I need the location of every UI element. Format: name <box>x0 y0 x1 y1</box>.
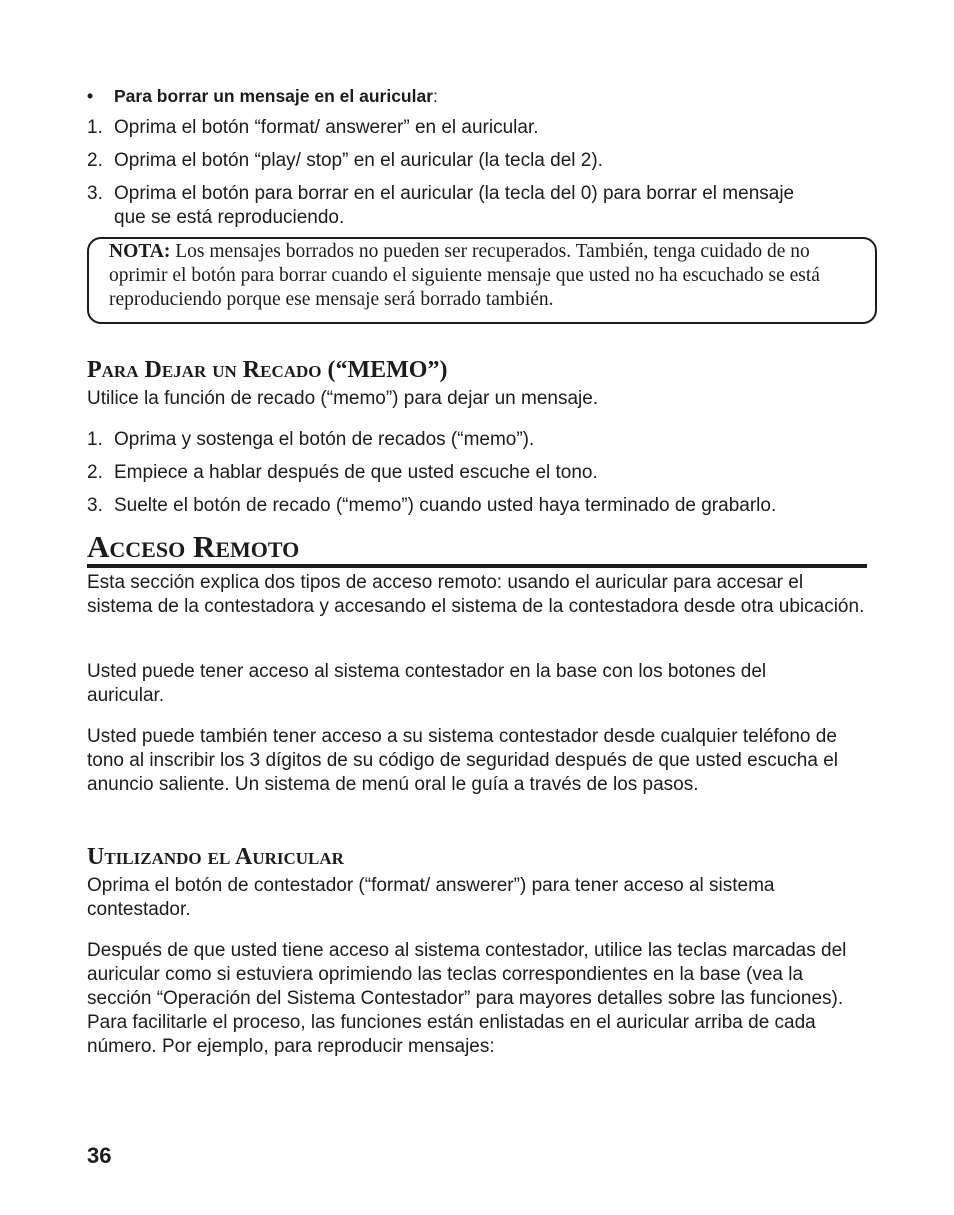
erase-heading-colon: : <box>433 86 438 106</box>
memo-steps-list <box>87 428 867 518</box>
remote-access-heading: Acceso Remoto <box>87 530 867 568</box>
handset-heading: Utilizando el Auricular <box>87 844 344 870</box>
page-number: 36 <box>87 1143 112 1168</box>
erase-heading-text: Para borrar un mensaje en el auricular <box>114 86 434 106</box>
handset-paragraph-1: Oprima el botón de contestador (“format/ answerer”) para tener acceso al sistema contestador. <box>87 875 775 920</box>
note-label: NOTA: <box>109 241 171 262</box>
step-text: Oprima el botón “play/ stop” en el auricular (la tecla del 2). <box>114 150 603 171</box>
list-item <box>87 149 867 173</box>
memo-intro: Utilice la función de recado (“memo”) para dejar un mensaje. <box>87 388 599 409</box>
handset-paragraph-2: Después de que usted tiene acceso al sistema contestador, utilice las teclas marcadas del auricular como si estuviera oprimiendo las teclas correspondientes en la base (vea la sección “Operación del Sistema Contestador” para mayores detalles sobre las funciones). Para facilitarle el proceso, las funciones están enlistadas en el auricular arriba de cada número. Por ejemplo, para reproducir mensajes: <box>87 940 847 1057</box>
list-item <box>87 182 867 230</box>
step-number: 1. <box>87 117 103 138</box>
memo-heading: Para Dejar un Recado (“MEMO”) <box>87 357 448 383</box>
remote-paragraph-2: Usted puede tener acceso al sistema contestador en la base con los botones del auricular. <box>87 661 767 706</box>
step-text: Suelte el botón de recado (“memo”) cuando usted haya terminado de grabarlo. <box>114 495 777 516</box>
step-text: Oprima el botón “format/ answerer” en el auricular. <box>114 117 539 138</box>
step-text: Oprima y sostenga el botón de recados (“memo”). <box>114 429 535 450</box>
note-text: Los mensajes borrados no pueden ser recuperados. También, tenga cuidado de no oprimir el botón para borrar cuando el siguiente mensaje que usted no ha escuchado se está reproduciendo porque ese mensaje será borrado también. <box>109 241 820 310</box>
list-item <box>87 494 867 518</box>
step-number: 2. <box>87 462 103 483</box>
step-text: Empiece a hablar después de que usted escuche el tono. <box>114 462 598 483</box>
erase-message-heading <box>87 84 438 108</box>
list-item <box>87 116 867 140</box>
bullet-marker: • <box>87 86 94 106</box>
list-item <box>87 428 867 452</box>
step-number: 2. <box>87 150 103 171</box>
step-number: 1. <box>87 429 103 450</box>
remote-paragraph-1: Esta sección explica dos tipos de acceso remoto: usando el auricular para accesar el sistema de la contestadora y accesando el sistema de la contestadora desde otra ubicación. <box>87 572 865 617</box>
step-number: 3. <box>87 183 103 204</box>
note-box <box>87 237 877 324</box>
step-number: 3. <box>87 495 103 516</box>
remote-paragraph-3: Usted puede también tener acceso a su sistema contestador desde cualquier teléfono de tono al inscribir los 3 dígitos de su código de seguridad después de que usted escucha el anuncio saliente. Un sistema de menú oral le guía a través de los pasos. <box>87 726 838 795</box>
erase-steps-list <box>87 116 867 230</box>
list-item <box>87 461 867 485</box>
step-text: Oprima el botón para borrar en el auricular (la tecla del 0) para borrar el mensaje que se está reproduciendo. <box>114 183 795 228</box>
